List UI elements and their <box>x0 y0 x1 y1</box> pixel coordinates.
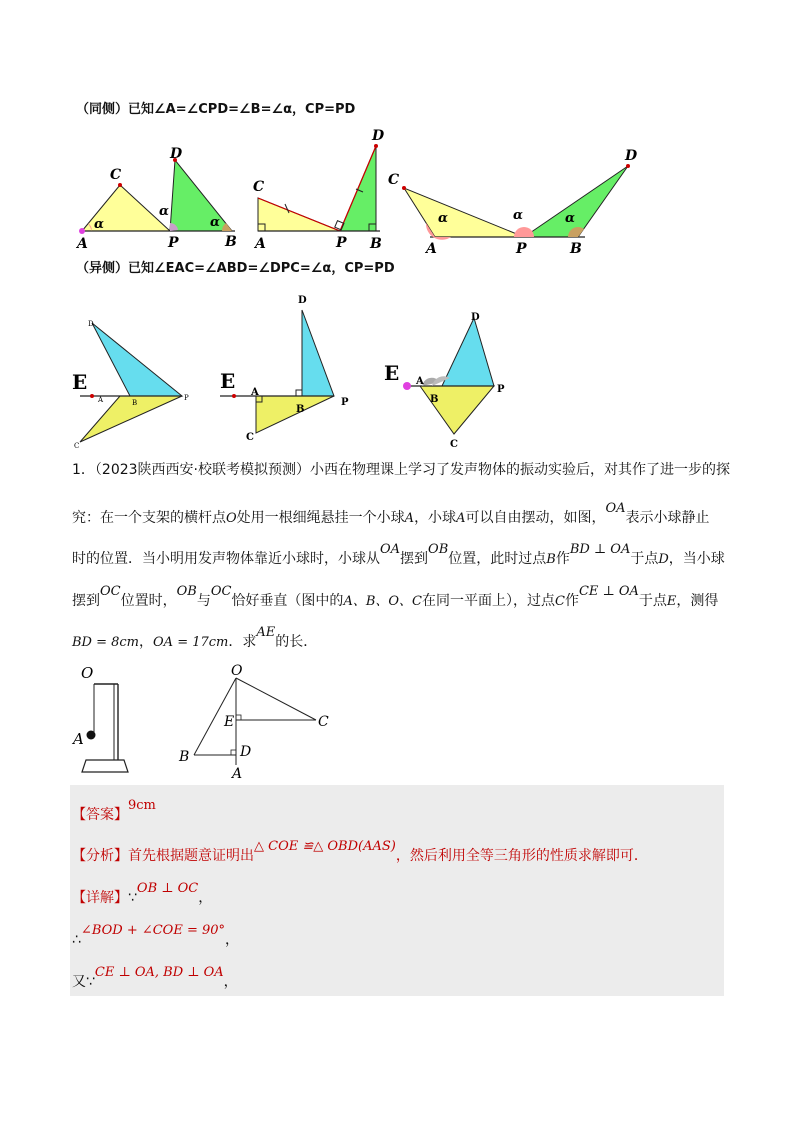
label-alpha: α <box>210 215 221 230</box>
diff-side-figures <box>70 288 550 448</box>
label-E: E <box>220 369 236 393</box>
math-expr: OA = 17cm <box>153 635 229 650</box>
label-B: B <box>296 404 305 415</box>
analysis-row <box>72 839 648 867</box>
math-var: E <box>666 594 677 609</box>
detail-label: 【详解】 <box>72 890 128 906</box>
answer-value: 9cm <box>128 798 156 813</box>
problem-text: 究：在一个支架的横杆点 <box>72 510 226 526</box>
label-alpha: α <box>159 204 170 219</box>
label-P: P <box>341 397 349 408</box>
label-O: O <box>81 664 94 682</box>
figure-same-3 <box>388 148 638 257</box>
math-expr: OA <box>605 501 626 516</box>
label-D: D <box>88 320 94 328</box>
label-C: C <box>388 172 400 188</box>
figure-diff-1 <box>72 320 189 448</box>
label-B: B <box>225 234 237 250</box>
label-B: B <box>370 236 382 252</box>
analysis-label: 【分析】 <box>72 848 128 864</box>
label-O: O <box>231 663 243 679</box>
problem-text: 于点 <box>638 593 667 609</box>
math-var: C <box>554 594 565 609</box>
detail-row-3 <box>72 965 238 993</box>
problem-source: （2023陕西西安·校联考模拟预测） <box>94 462 311 478</box>
therefore-symbol: ∴ <box>72 932 81 948</box>
problem-text: 于点 <box>630 551 659 567</box>
problem-text: 摆到 <box>400 551 429 567</box>
label-P: P <box>516 241 527 257</box>
problem-text: 在同一平面上），过点 <box>421 593 555 609</box>
label-A: A <box>73 730 84 748</box>
label-C: C <box>110 167 122 183</box>
label-D: D <box>471 312 480 323</box>
punctuation: ， <box>225 932 240 948</box>
label-alpha: α <box>513 208 524 223</box>
label-C: C <box>450 439 458 448</box>
problem-text: ，测得 <box>676 593 719 609</box>
geometry-figure <box>170 660 340 785</box>
label-A: A <box>232 766 243 782</box>
label-C: C <box>253 179 265 195</box>
math-expr: BD = 8cm <box>72 635 140 650</box>
math-expr: BD ⊥ OA <box>569 542 631 557</box>
punctuation: ， <box>223 974 238 990</box>
problem-line-2 <box>72 501 710 529</box>
label-A: A <box>77 236 88 252</box>
answer-row <box>72 798 156 826</box>
math-expr: OC <box>210 584 232 599</box>
problem-line-3 <box>72 542 725 570</box>
figure-diff-2 <box>220 295 349 443</box>
problem-text: ，小球 <box>414 510 457 526</box>
problem-text: 位置，此时过点 <box>448 551 547 567</box>
problem-text: 的长． <box>275 634 318 650</box>
analysis-congruence: △ COE ≌△ OBD(AAS) <box>254 839 396 854</box>
label-A: A <box>426 241 437 257</box>
label-D: D <box>240 744 252 760</box>
analysis-text: 首先根据题意证明出 <box>128 848 254 864</box>
detail-row-1 <box>72 881 213 909</box>
label-D: D <box>170 146 183 162</box>
figure-diff-3 <box>384 312 505 448</box>
math-expr: OB <box>428 542 449 557</box>
problem-line-4 <box>72 584 719 612</box>
detail-step: OB ⊥ OC <box>136 881 199 896</box>
detail-step: CE ⊥ OA, BD ⊥ OA <box>94 965 224 980</box>
label-C: C <box>318 714 329 730</box>
label-P: P <box>497 384 505 395</box>
also-because: 又∵ <box>72 974 95 990</box>
math-var: A <box>404 511 415 526</box>
problem-text: ， <box>139 634 154 650</box>
problem-text: 时的位置．当小明用发声物体靠近小球时，小球从 <box>72 551 380 567</box>
label-B: B <box>132 399 138 407</box>
label-B: B <box>570 241 582 257</box>
diff-side-heading: （异侧）已知∠EAC=∠ABD=∠DPC=∠α，CP=PD <box>76 261 395 276</box>
label-E: E <box>72 370 88 394</box>
same-side-heading: （同侧）已知∠A=∠CPD=∠B=∠α，CP=PD <box>76 102 356 117</box>
answer-label: 【答案】 <box>72 807 128 823</box>
problem-text: 恰好垂直（图中的 <box>231 593 344 609</box>
math-var: B <box>546 552 556 567</box>
problem-text: 与 <box>196 593 211 609</box>
problem-text: 摆到 <box>72 593 100 609</box>
label-C: C <box>74 442 80 448</box>
label-alpha: α <box>94 217 105 232</box>
label-A: A <box>251 387 259 398</box>
label-A: A <box>98 396 104 404</box>
same-side-figures <box>70 122 650 260</box>
detail-row-2 <box>72 923 240 951</box>
math-var: A <box>456 511 466 526</box>
problem-text: 作 <box>564 593 579 609</box>
problem-text: 可以自由摆动，如图， <box>465 510 606 526</box>
figure-same-1 <box>75 146 237 252</box>
math-var: O <box>226 511 237 526</box>
label-B: B <box>179 749 190 765</box>
problem-text: 作 <box>555 551 570 567</box>
math-expr: OB <box>176 584 197 599</box>
problem-text: 小西在物理课上学习了发声物体的振动实验后，对其作了进一步的探 <box>310 462 731 478</box>
problem-line-5 <box>72 625 318 653</box>
math-expr: A、B、O、C <box>343 594 422 609</box>
problem-text: 位置时， <box>120 593 177 609</box>
label-P: P <box>184 394 189 402</box>
math-expr: OA <box>380 542 401 557</box>
because-symbol: ∵ <box>128 890 137 906</box>
label-A: A <box>255 236 266 252</box>
label-P: P <box>336 235 347 251</box>
label-B: B <box>430 394 439 405</box>
label-alpha: α <box>565 211 576 226</box>
pendulum-figure <box>70 660 160 780</box>
label-P: P <box>168 235 179 251</box>
problem-text: 表示小球静止 <box>625 510 710 526</box>
label-D: D <box>625 148 638 164</box>
label-D: D <box>372 128 385 144</box>
problem-line-1 <box>72 460 730 480</box>
label-D: D <box>298 295 307 306</box>
punctuation: ， <box>198 890 213 906</box>
label-E: E <box>224 714 235 730</box>
math-expr: AE <box>256 625 276 640</box>
problem-number: 1． <box>72 462 95 478</box>
label-C: C <box>246 432 254 443</box>
math-expr: CE ⊥ OA <box>578 584 639 599</box>
math-var: D <box>658 552 669 567</box>
math-expr: OC <box>100 584 121 599</box>
problem-text: 处用一根细绳悬挂一个小球 <box>236 510 405 526</box>
problem-text: ，当小球 <box>668 551 725 567</box>
label-A: A <box>416 376 424 387</box>
label-alpha: α <box>438 211 449 226</box>
detail-step: ∠BOD + ∠COE = 90° <box>80 923 226 938</box>
label-E: E <box>384 361 400 385</box>
figure-same-2 <box>253 128 385 252</box>
analysis-text: ，然后利用全等三角形的性质求解即可． <box>395 848 648 864</box>
problem-text: ．求 <box>228 634 257 650</box>
